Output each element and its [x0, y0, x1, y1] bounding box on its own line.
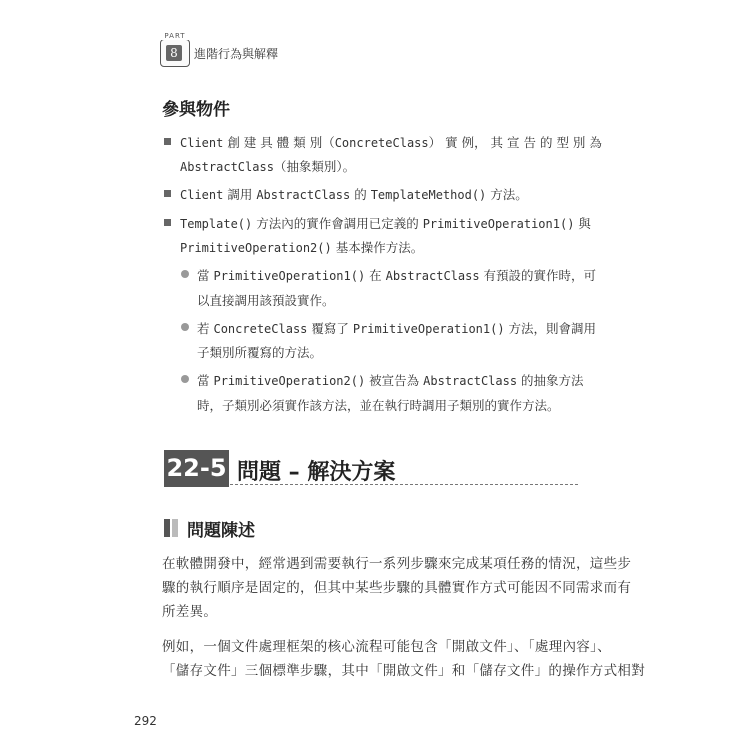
paragraph-line: 在軟體開發中，經常遇到需要執行一系列步驟來完成某項任務的情況，這些步	[162, 556, 632, 572]
part-label: PART	[161, 32, 189, 40]
paragraph-line: 所差異。	[162, 604, 218, 620]
page-number: 292	[134, 714, 157, 728]
sub-list-item-continuation: 以直接調用該預設實作。	[197, 293, 335, 308]
paragraph-line: 「儲存文件」三個標準步驟，其中「開啟文件」和「儲存文件」的操作方式相對	[162, 663, 645, 679]
subsection-title: 問題陳述	[187, 521, 255, 541]
part-badge	[160, 32, 190, 67]
paragraph-line: 例如，一個文件處理框架的核心流程可能包含「開啟文件」、「處理內容」、	[162, 639, 611, 655]
round-bullet-icon	[181, 375, 189, 383]
section-number: 22-5	[164, 450, 229, 487]
sub-list-item: 當 PrimitiveOperation1() 在 AbstractClass 有預設的實作時，可	[197, 268, 597, 283]
list-item: Client 調用 AbstractClass 的 TemplateMethod() 方法。	[180, 187, 528, 202]
square-bullet-icon	[164, 190, 171, 197]
square-bullet-icon	[164, 219, 171, 226]
sub-list-item-continuation: 子類別所覆寫的方法。	[197, 345, 323, 360]
paragraph-line: 驟的執行順序是固定的，但其中某些步驟的具體實作方式可能因不同需求而有	[162, 580, 632, 596]
square-bullet-icon	[164, 138, 171, 145]
list-item: Template() 方法內的實作會調用已定義的 PrimitiveOperation1() 與	[180, 216, 591, 231]
section-divider	[230, 484, 578, 485]
sub-list-item: 若 ConcreteClass 覆寫了 PrimitiveOperation1() 方法，則會調用	[197, 321, 597, 336]
list-item-continuation: PrimitiveOperation2() 基本操作方法。	[180, 240, 424, 255]
list-item: Client 創 建 具 體 類 別（ConcreteClass） 實 例， 其 宣 告 的 型 別 為	[180, 135, 602, 150]
participants-heading: 參與物件	[162, 100, 230, 120]
part-number: 8	[166, 45, 182, 61]
round-bullet-icon	[181, 323, 189, 331]
sub-list-item: 當 PrimitiveOperation2() 被宣告為 AbstractClass 的抽象方法	[197, 373, 584, 388]
chapter-title: 進階行為與解釋	[194, 47, 279, 61]
subsection-marker-icon	[164, 519, 178, 537]
section-title: 問題 – 解決方案	[237, 460, 396, 485]
round-bullet-icon	[181, 270, 189, 278]
sub-list-item-continuation: 時，子類別必須實作該方法，並在執行時調用子類別的實作方法。	[197, 398, 560, 413]
list-item-continuation: AbstractClass（抽象類別）。	[180, 159, 356, 174]
